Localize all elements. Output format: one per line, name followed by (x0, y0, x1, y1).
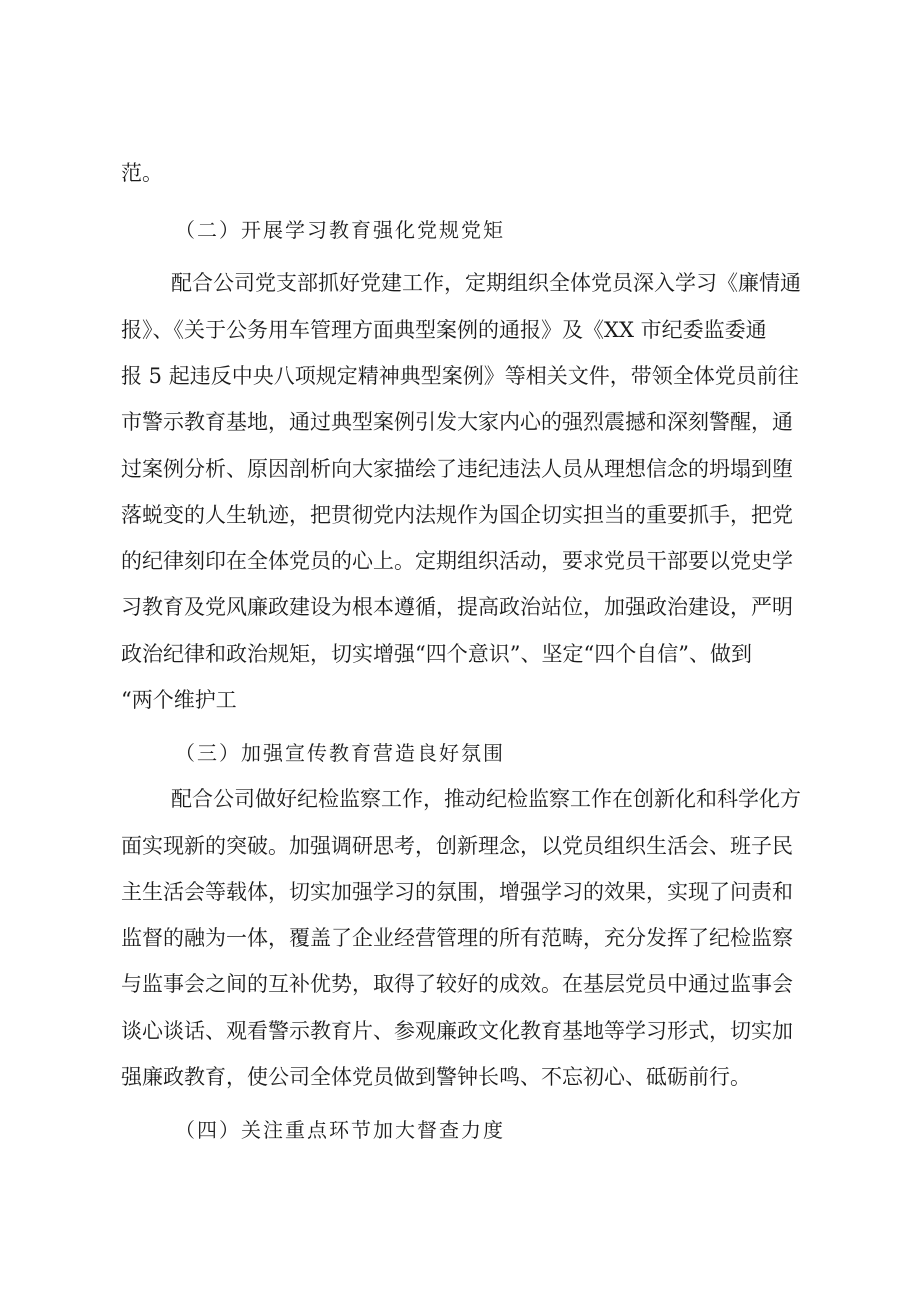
section-heading-4: （四）关注重点环节加大督查力度 (175, 1118, 505, 1142)
section-heading-2: （二）开展学习教育强化党规党矩 (175, 218, 505, 242)
paragraph-line: 市警示教育基地，通过典型案例引发大家内心的强烈震撼和深刻警醒，通 (121, 410, 793, 434)
paragraph-line: “两个维护工 (121, 688, 237, 712)
paragraph-line: 政治纪律和政治规矩，切实增强“四个意识”、坚定“四个自信”、做到 (121, 642, 752, 666)
paragraph-line: 与监事会之间的互补优势，取得了较好的成效。在基层党员中通过监事会 (121, 972, 793, 996)
paragraph-line: 报》、《关于公务用车管理方面典型案例的通报》及《XX 市纪委监委通 (121, 318, 767, 342)
paragraph-line: 落蜕变的人生轨迹，把贯彻党内法规作为国企切实担当的重要抓手，把党 (121, 503, 793, 527)
paragraph-line: 谈心谈话、观看警示教育片、参观廉政文化教育基地等学习形式，切实加 (121, 1019, 793, 1043)
paragraph-line: 主生活会等载体，切实加强学习的氛围，增强学习的效果，实现了问责和 (121, 880, 793, 904)
paragraph-line: 监督的融为一体，覆盖了企业经营管理的所有范畴，充分发挥了纪检监察 (121, 926, 793, 950)
paragraph-line: 的纪律刻印在全体党员的心上。定期组织活动，要求党员干部要以党史学 (121, 549, 793, 573)
paragraph-line: 面实现新的突破。加强调研思考，创新理念，以党员组织生活会、班子民 (121, 834, 793, 858)
paragraph-line: 过案例分析、原因剖析向大家描绘了违纪违法人员从理想信念的坍塌到堕 (121, 457, 793, 481)
paragraph-line: 强廉政教育，使公司全体党员做到警钟长鸣、不忘初心、砥砺前行。 (121, 1065, 751, 1089)
paragraph-tail-line: 范。 (121, 161, 163, 185)
paragraph-line: 习教育及党风廉政建设为根本遵循，提高政治站位，加强政治建设，严明 (121, 595, 793, 619)
paragraph-line: 配合公司做好纪检监察工作，推动纪检监察工作在创新化和科学化方 (171, 787, 801, 811)
paragraph-line: 报 5 起违反中央八项规定精神典型案例》等相关文件，带领全体党员前往 (121, 364, 799, 388)
section-heading-3: （三）加强宣传教育营造良好氛围 (175, 741, 505, 765)
paragraph-line: 配合公司党支部抓好党建工作，定期组织全体党员深入学习《廉情通 (171, 271, 801, 295)
